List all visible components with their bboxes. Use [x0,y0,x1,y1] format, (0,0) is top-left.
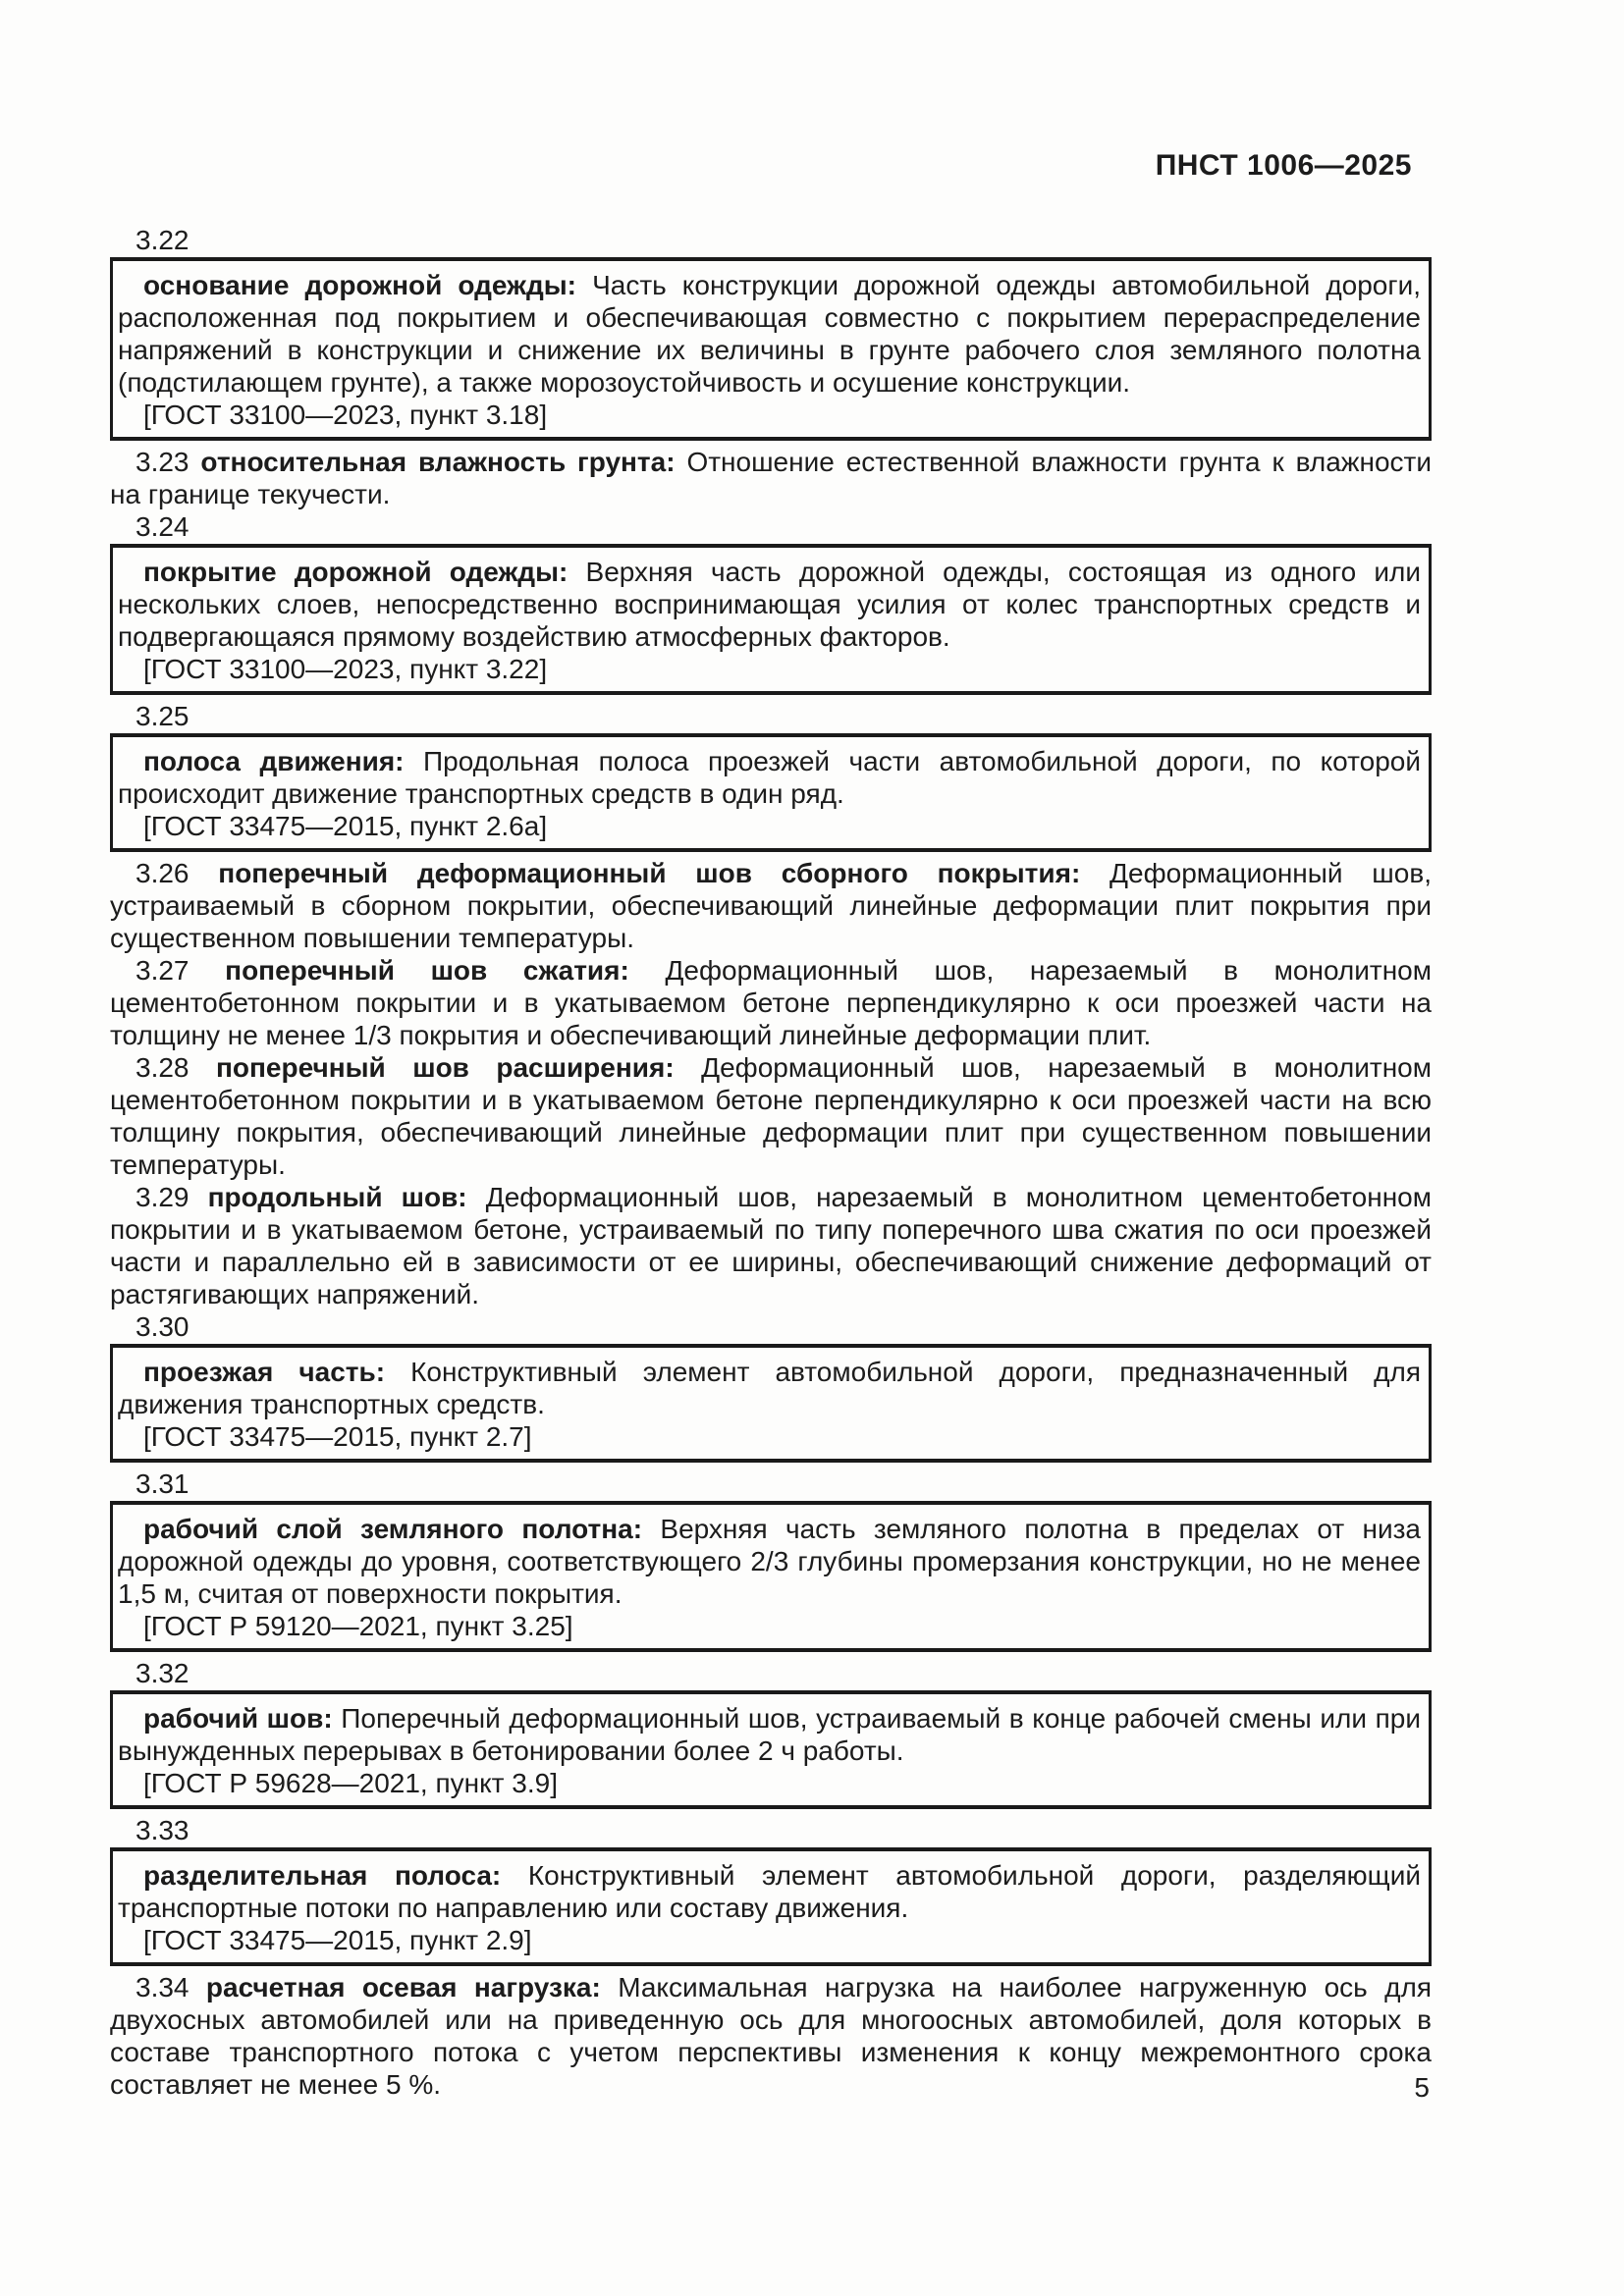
clause-number: 3.27 [135,955,189,986]
term: разделительная полоса: [143,1860,502,1891]
definition-paragraph [118,1859,1421,1924]
definition-text: Деформационный шов, нарезаемый в монолитном цементобетонном покрытии и в укатываемом бетоне, устраиваемый по типу поперечного шва сжатия по оси проезжей части и параллельно ей в зависимости от ее ширины, обеспечивающий снижение деформаций от растягивающих напряжений. [110,1182,1432,1309]
term: относительная влажность грунта: [200,447,676,477]
term: рабочий слой земляного полотна: [143,1514,643,1544]
clause-label: 3.32 [135,1658,189,1688]
definition-box [110,733,1432,852]
definition-text: Максимальная нагрузка на наиболее нагруженную ось для двухосных автомобилей или на приведенную ось для многоосных автомобилей, доля которых в составе транспортного потока с учетом перспективы изменения к концу межремонтного срока составляет не менее 5 %. [110,1972,1432,2100]
content [110,224,1432,2101]
definition-box [110,257,1432,441]
gost-reference: [ГОСТ Р 59120—2021, пункт 3.25] [143,1611,573,1641]
definition-text: Конструктивный элемент автомобильной дороги, предназначенный для движения транспортных средств. [118,1357,1421,1419]
definition-paragraph [118,1356,1421,1420]
definition-box [110,1690,1432,1809]
definition-paragraph [118,1702,1421,1767]
definition-paragraph [118,269,1421,399]
definition-box [110,1501,1432,1652]
definition-paragraph [118,1513,1421,1610]
clause-label: 3.25 [135,701,189,731]
gost-reference: [ГОСТ 33475—2015, пункт 2.6а] [143,811,548,841]
definition-text: Поперечный деформационный шов, устраиваемый в конце рабочей смены или при вынужденных перерывах в бетонировании более 2 ч работы. [118,1703,1421,1766]
term: поперечный деформационный шов сборного покрытия: [218,858,1081,888]
clause-label: 3.22 [135,225,189,255]
term: проезжая часть: [143,1357,386,1387]
definition-paragraph [118,556,1421,653]
clause-paragraph [110,954,1432,1051]
term: полоса движения: [143,746,405,776]
clause-label: 3.30 [135,1311,189,1342]
gost-reference: [ГОСТ 33100—2023, пункт 3.22] [143,654,548,684]
term: продольный шов: [207,1182,467,1212]
clause-label: 3.33 [135,1815,189,1845]
clause-number: 3.29 [135,1182,189,1212]
term: поперечный шов сжатия: [225,955,629,986]
gost-reference: [ГОСТ 33475—2015, пункт 2.7] [143,1421,532,1452]
clause-paragraph [110,1051,1432,1181]
gost-reference: [ГОСТ Р 59628—2021, пункт 3.9] [143,1768,558,1798]
definition-text: Верхняя часть дорожной одежды, состоящая из одного или нескольких слоев, непосредственно воспринимающая усилия от колес транспортных средств и подвергающаяся прямому воздействию атмосферных факторов. [118,557,1422,652]
definition-text: Деформационный шов, нарезаемый в монолитном цементобетонном покрытии и в укатываемом бетоне перпендикулярно к оси проезжей части на толщину не менее 1/3 покрытия и обеспечивающий линейные деформации плит. [110,955,1432,1050]
gost-reference: [ГОСТ 33475—2015, пункт 2.9] [143,1925,532,1955]
page-header [1156,149,1412,182]
page-number: 5 [1414,2072,1430,2103]
definition-text: Конструктивный элемент автомобильной дороги, разделяющий транспортные потоки по направлению или составу движения. [118,1860,1422,1923]
term: покрытие дорожной одежды: [143,557,568,587]
clause-paragraph [110,1971,1432,2101]
definition-box [110,1344,1432,1463]
term: рабочий шов: [143,1703,333,1734]
definition-box [110,1847,1432,1966]
definition-box [110,544,1432,695]
definition-paragraph [118,745,1421,810]
clause-paragraph [110,446,1432,510]
clause-number: 3.26 [135,858,189,888]
term: основание дорожной одежды: [143,270,576,300]
clause-label: 3.24 [135,511,189,542]
definition-text: Деформационный шов, устраиваемый в сборном покрытии, обеспечивающий линейные деформации плит покрытия при существенном повышении температуры. [110,858,1432,953]
clause-paragraph [110,857,1432,954]
definition-text: Продольная полоса проезжей части автомобильной дороги, по которой происходит движение транспортных средств в один ряд. [118,746,1421,809]
clause-label: 3.31 [135,1468,189,1499]
clause-number: 3.23 [135,447,189,477]
definition-text: Деформационный шов, нарезаемый в монолитном цементобетонном покрытии и в укатываемом бетоне перпендикулярно к оси проезжей части на всю толщину покрытия, обеспечивающий линейные деформации плит при существенном повышении температуры. [110,1052,1432,1180]
clause-paragraph [110,1181,1432,1310]
gost-reference: [ГОСТ 33100—2023, пункт 3.18] [143,400,548,430]
definition-text: Отношение естественной влажности грунта к влажности на границе текучести. [110,447,1433,509]
definition-text: Часть конструкции дорожной одежды автомобильной дороги, расположенная под покрытием и обеспечивающая совместно с покрытием перераспределение напряжений в конструкции и снижение их величины в грунте рабочего слоя земляного полотна (подстилающем грунте), а также морозоустойчивость и осушение конструкции. [118,270,1421,398]
document-code: ПНСТ 1006—2025 [1155,149,1412,182]
clause-number: 3.34 [135,1972,189,2002]
term: поперечный шов расширения: [215,1052,675,1083]
clause-number: 3.28 [135,1052,189,1083]
definition-text: Верхняя часть земляного полотна в пределах от низа дорожной одежды до уровня, соответствующего 2/3 глубины промерзания конструкции, но не менее 1,5 м, считая от поверхности покрытия. [118,1514,1421,1609]
term: расчетная осевая нагрузка: [205,1972,601,2002]
